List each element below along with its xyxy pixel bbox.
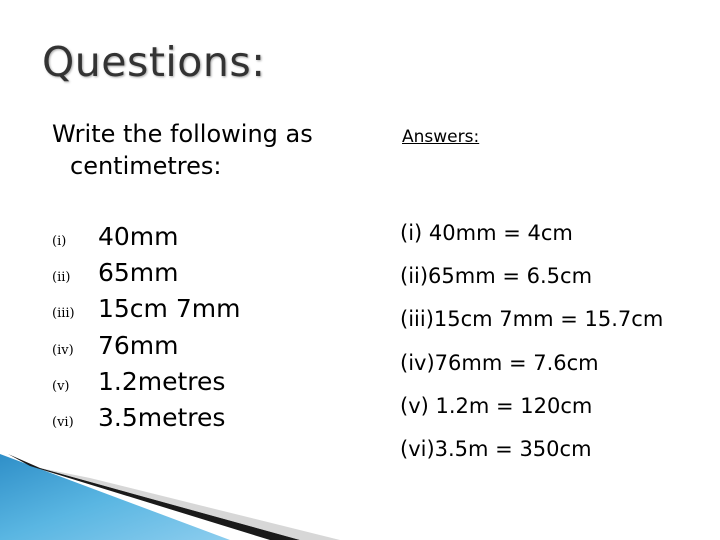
answer-item: (vi)3.5m = 350cm — [400, 436, 592, 461]
question-value: 15cm 7mm — [98, 294, 241, 324]
answer-item: (iii)15cm 7mm = 15.7cm — [400, 307, 664, 332]
question-value: 76mm — [98, 330, 179, 360]
answer-item: (i) 40mm = 4cm — [400, 221, 573, 245]
question-number: (ii) — [52, 270, 71, 286]
answer-item: (ii)65mm = 6.5cm — [400, 264, 593, 289]
slide-title: Questions: — [42, 38, 266, 86]
question-number: (iii) — [52, 306, 75, 322]
question-value: 3.5metres — [98, 402, 226, 432]
answer-item: (v) 1.2m = 120cm — [400, 393, 593, 418]
question-number: (vi) — [52, 414, 74, 430]
prompt-line-1: Write the following as — [52, 120, 313, 148]
answers-heading: Answers: — [402, 127, 480, 147]
question-prompt — [52, 118, 372, 182]
question-number: (iv) — [52, 342, 74, 358]
question-value: 65mm — [98, 258, 179, 288]
question-number: (v) — [52, 378, 70, 394]
prompt-line-2: centimetres: — [70, 152, 222, 180]
corner-decoration — [0, 440, 720, 540]
question-value: 1.2metres — [98, 366, 226, 396]
question-value: 40mm — [98, 222, 179, 251]
answer-item: (iv)76mm = 7.6cm — [400, 350, 599, 375]
question-number: (i) — [52, 234, 67, 249]
